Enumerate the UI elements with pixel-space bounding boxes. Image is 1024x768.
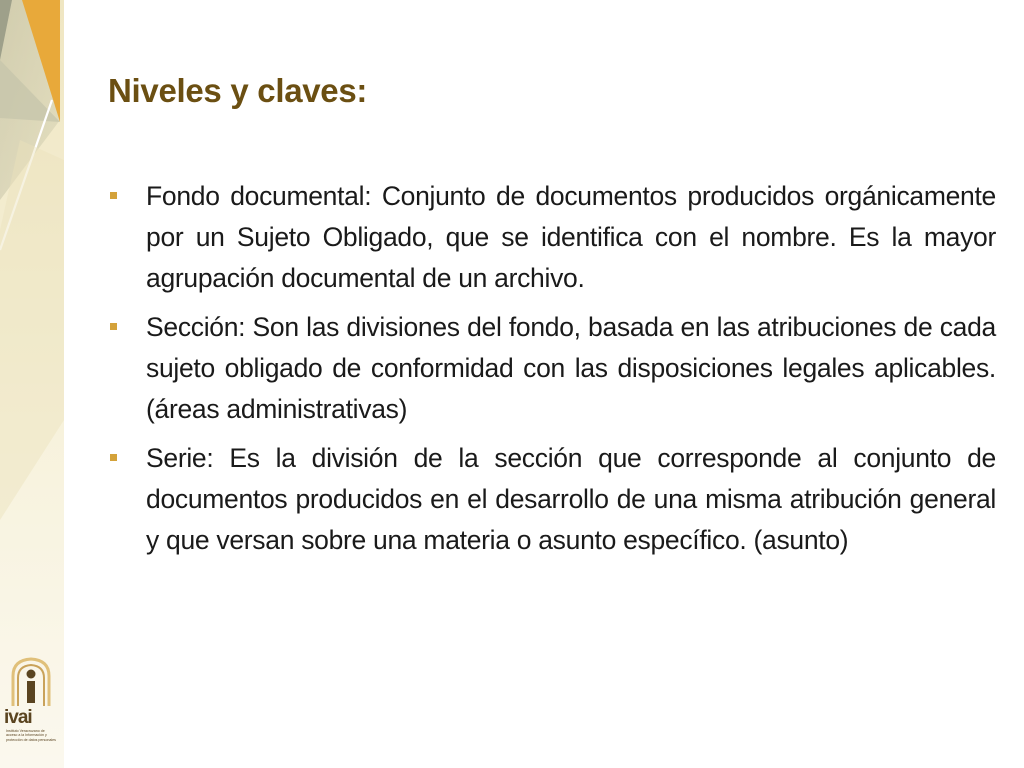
square-bullet-icon <box>110 323 117 330</box>
logo-caption: Instituto Veracruzano de acceso a la Información y protección de datos personales <box>6 729 56 742</box>
list-item <box>106 176 996 299</box>
bullet-list <box>106 176 996 569</box>
bullet-text: Serie: Es la división de la sección que corresponde al conjunto de documentos producidos en el desarrollo de una misma atribución general y que versan sobre una materia o asunto específico. (asunto) <box>146 443 996 555</box>
list-item <box>106 438 996 561</box>
list-item <box>106 307 996 430</box>
logo-wordmark: ivai <box>4 707 32 728</box>
bullet-text: Sección: Son las divisiones del fondo, basada en las atribuciones de cada sujeto obligado de conformidad con las disposiciones legales aplicables. (áreas administrativas) <box>146 312 996 424</box>
side-decoration <box>0 0 64 768</box>
square-bullet-icon <box>110 192 117 199</box>
square-bullet-icon <box>110 454 117 461</box>
bullet-text: Fondo documental: Conjunto de documentos producidos orgánicamente por un Sujeto Obligado, que se identifica con el nombre. Es la mayor agrupación documental de un archivo. <box>146 181 996 293</box>
slide-title: Niveles y claves: <box>108 72 368 109</box>
